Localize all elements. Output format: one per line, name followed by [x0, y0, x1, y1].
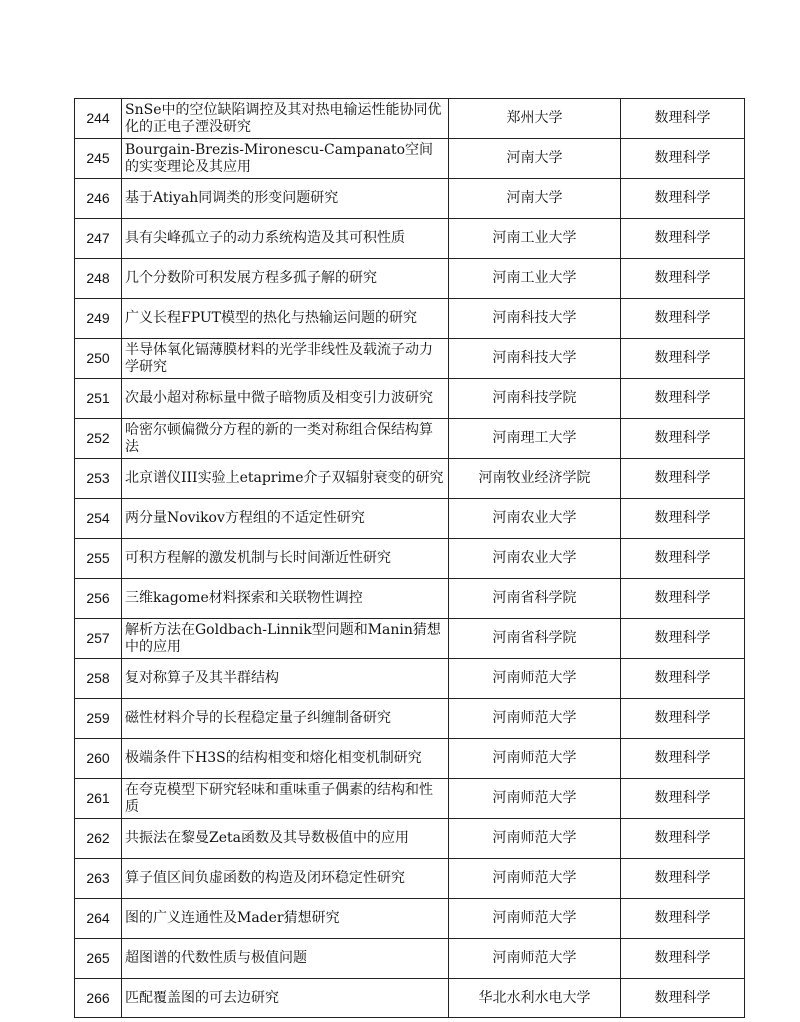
row-number-cell: 266 — [75, 979, 122, 1018]
project-title-cell: 算子值区间负虚函数的构造及闭环稳定性研究 — [122, 859, 449, 899]
department-cell: 数理科学 — [621, 859, 745, 899]
institution-cell: 河南师范大学 — [449, 899, 621, 939]
table-row — [75, 499, 745, 539]
table-row — [75, 819, 745, 859]
table-row — [75, 459, 745, 499]
table-row — [75, 939, 745, 979]
row-number-cell: 253 — [75, 459, 122, 499]
project-title-cell: 磁性材料介导的长程稳定量子纠缠制备研究 — [122, 699, 449, 739]
row-number-cell: 262 — [75, 819, 122, 859]
table-row — [75, 339, 745, 379]
table-row — [75, 219, 745, 259]
project-title-cell: 极端条件下H3S的结构相变和熔化相变机制研究 — [122, 739, 449, 779]
table-row — [75, 139, 745, 179]
institution-cell: 华北水利水电大学 — [449, 979, 621, 1018]
institution-cell: 河南科技大学 — [449, 339, 621, 379]
row-number-cell: 265 — [75, 939, 122, 979]
department-cell: 数理科学 — [621, 139, 745, 179]
institution-cell: 河南师范大学 — [449, 699, 621, 739]
institution-cell: 河南省科学院 — [449, 619, 621, 659]
project-title-cell: 半导体氧化镉薄膜材料的光学非线性及载流子动力学研究 — [122, 339, 449, 379]
project-title-cell: 解析方法在Goldbach-Linnik型问题和Manin猜想中的应用 — [122, 619, 449, 659]
project-title-cell: 在夸克模型下研究轻味和重味重子偶素的结构和性质 — [122, 779, 449, 819]
institution-cell: 河南师范大学 — [449, 659, 621, 699]
row-number-cell: 248 — [75, 259, 122, 299]
institution-cell: 河南工业大学 — [449, 259, 621, 299]
table-row — [75, 379, 745, 419]
department-cell: 数理科学 — [621, 459, 745, 499]
row-number-cell: 245 — [75, 139, 122, 179]
row-number-cell: 252 — [75, 419, 122, 459]
project-title-cell: 超图谱的代数性质与极值问题 — [122, 939, 449, 979]
table-row — [75, 259, 745, 299]
project-title-cell: 三维kagome材料探索和关联物性调控 — [122, 579, 449, 619]
department-cell: 数理科学 — [621, 99, 745, 139]
department-cell: 数理科学 — [621, 539, 745, 579]
department-cell: 数理科学 — [621, 219, 745, 259]
institution-cell: 河南牧业经济学院 — [449, 459, 621, 499]
institution-cell: 河南科技学院 — [449, 379, 621, 419]
row-number-cell: 250 — [75, 339, 122, 379]
table-row — [75, 179, 745, 219]
department-cell: 数理科学 — [621, 899, 745, 939]
department-cell: 数理科学 — [621, 739, 745, 779]
row-number-cell: 260 — [75, 739, 122, 779]
department-cell: 数理科学 — [621, 779, 745, 819]
department-cell: 数理科学 — [621, 979, 745, 1018]
project-title-cell: 北京谱仪III实验上etaprime介子双辐射衰变的研究 — [122, 459, 449, 499]
department-cell: 数理科学 — [621, 939, 745, 979]
project-title-cell: SnSe中的空位缺陷调控及其对热电输运性能协同优化的正电子湮没研究 — [122, 99, 449, 139]
row-number-cell: 263 — [75, 859, 122, 899]
table-row — [75, 579, 745, 619]
project-table-body — [75, 99, 745, 1018]
project-title-cell: 次最小超对称标量中微子暗物质及相变引力波研究 — [122, 379, 449, 419]
institution-cell: 河南大学 — [449, 179, 621, 219]
row-number-cell: 261 — [75, 779, 122, 819]
department-cell: 数理科学 — [621, 659, 745, 699]
department-cell: 数理科学 — [621, 259, 745, 299]
institution-cell: 河南师范大学 — [449, 939, 621, 979]
table-row — [75, 779, 745, 819]
project-title-cell: 两分量Novikov方程组的不适定性研究 — [122, 499, 449, 539]
table-row — [75, 899, 745, 939]
row-number-cell: 251 — [75, 379, 122, 419]
department-cell: 数理科学 — [621, 499, 745, 539]
department-cell: 数理科学 — [621, 579, 745, 619]
department-cell: 数理科学 — [621, 619, 745, 659]
department-cell: 数理科学 — [621, 699, 745, 739]
table-row — [75, 539, 745, 579]
project-title-cell: 几个分数阶可积发展方程多孤子解的研究 — [122, 259, 449, 299]
row-number-cell: 255 — [75, 539, 122, 579]
institution-cell: 河南师范大学 — [449, 859, 621, 899]
row-number-cell: 259 — [75, 699, 122, 739]
row-number-cell: 264 — [75, 899, 122, 939]
institution-cell: 河南师范大学 — [449, 779, 621, 819]
project-table — [74, 98, 745, 1018]
project-title-cell: 复对称算子及其半群结构 — [122, 659, 449, 699]
table-row — [75, 739, 745, 779]
project-title-cell: 匹配覆盖图的可去边研究 — [122, 979, 449, 1018]
project-title-cell: 具有尖峰孤立子的动力系统构造及其可积性质 — [122, 219, 449, 259]
table-row — [75, 699, 745, 739]
institution-cell: 河南工业大学 — [449, 219, 621, 259]
table-row — [75, 99, 745, 139]
row-number-cell: 246 — [75, 179, 122, 219]
row-number-cell: 257 — [75, 619, 122, 659]
institution-cell: 河南农业大学 — [449, 539, 621, 579]
department-cell: 数理科学 — [621, 179, 745, 219]
project-title-cell: Bourgain-Brezis-Mironescu-Campanato空间的实变理论及其应用 — [122, 139, 449, 179]
project-title-cell: 基于Atiyah同调类的形变问题研究 — [122, 179, 449, 219]
table-row — [75, 419, 745, 459]
row-number-cell: 256 — [75, 579, 122, 619]
table-row — [75, 659, 745, 699]
institution-cell: 河南大学 — [449, 139, 621, 179]
institution-cell: 河南理工大学 — [449, 419, 621, 459]
table-row — [75, 619, 745, 659]
row-number-cell: 249 — [75, 299, 122, 339]
project-title-cell: 哈密尔顿偏微分方程的新的一类对称组合保结构算法 — [122, 419, 449, 459]
project-title-cell: 可积方程解的激发机制与长时间渐近性研究 — [122, 539, 449, 579]
department-cell: 数理科学 — [621, 419, 745, 459]
institution-cell: 河南科技大学 — [449, 299, 621, 339]
table-row — [75, 859, 745, 899]
institution-cell: 河南师范大学 — [449, 739, 621, 779]
project-title-cell: 广义长程FPUT模型的热化与热输运问题的研究 — [122, 299, 449, 339]
table-row — [75, 979, 745, 1018]
institution-cell: 郑州大学 — [449, 99, 621, 139]
project-title-cell: 共振法在黎曼Zeta函数及其导数极值中的应用 — [122, 819, 449, 859]
row-number-cell: 254 — [75, 499, 122, 539]
institution-cell: 河南农业大学 — [449, 499, 621, 539]
department-cell: 数理科学 — [621, 819, 745, 859]
table-row — [75, 299, 745, 339]
institution-cell: 河南师范大学 — [449, 819, 621, 859]
department-cell: 数理科学 — [621, 299, 745, 339]
department-cell: 数理科学 — [621, 379, 745, 419]
department-cell: 数理科学 — [621, 339, 745, 379]
row-number-cell: 244 — [75, 99, 122, 139]
institution-cell: 河南省科学院 — [449, 579, 621, 619]
project-title-cell: 图的广义连通性及Mader猜想研究 — [122, 899, 449, 939]
row-number-cell: 258 — [75, 659, 122, 699]
row-number-cell: 247 — [75, 219, 122, 259]
